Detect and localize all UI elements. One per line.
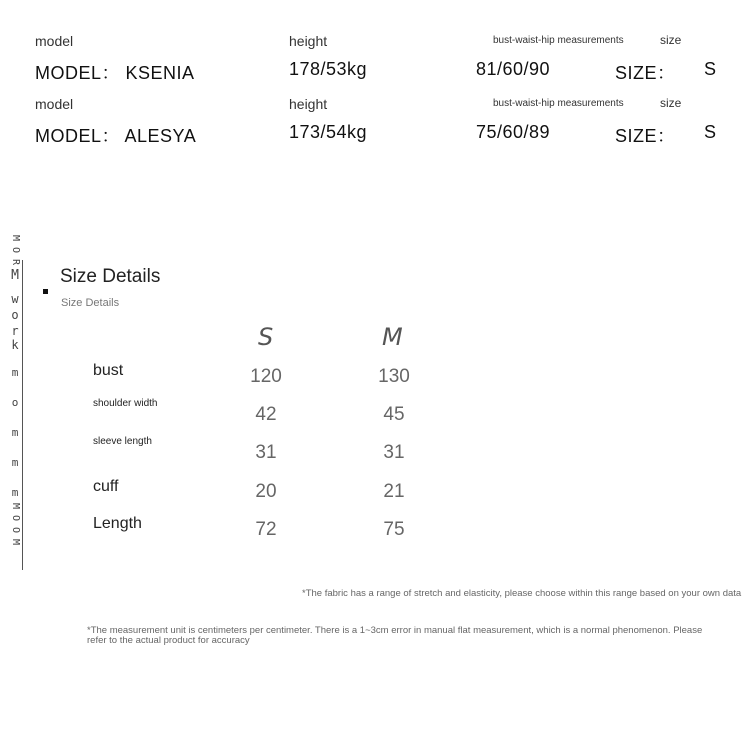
column-header-s: S	[258, 323, 274, 351]
row-label-sleeve-length: sleeve length	[93, 436, 152, 447]
side-char: O	[10, 514, 21, 522]
measurement-note: *The measurement unit is centimeters per centimeter. There is a 1~3cm error in manual flat measurement, which is a normal phenomenon. Please refer to the actual product for accuracy	[87, 625, 703, 646]
side-char: k	[11, 338, 19, 352]
side-char: r	[11, 324, 19, 338]
section-subtitle: Size Details	[61, 297, 120, 309]
side-char: o	[11, 396, 19, 409]
cell-length-m: 75	[383, 519, 405, 540]
side-char: R	[10, 258, 21, 266]
cell-cuff-m: 21	[383, 481, 405, 502]
cell-sleeve-m: 31	[383, 442, 405, 463]
cell-bust-s: 120	[250, 366, 282, 387]
cell-shoulder-s: 42	[255, 404, 277, 425]
fabric-note: *The fabric has a range of stretch and elasticity, please choose within this range based on your own data	[302, 588, 742, 599]
side-char: O	[10, 246, 21, 254]
side-char: m	[11, 456, 19, 469]
model-measurements: 81/60/90	[476, 59, 551, 79]
side-char: m	[11, 486, 19, 499]
side-char: m	[11, 366, 19, 379]
bullet-marker	[43, 289, 48, 294]
model-size-text: SIZE：	[615, 126, 676, 146]
side-char: M	[10, 538, 21, 546]
row-label-shoulder-width: shoulder width	[93, 398, 158, 409]
model-name: MODEL： KSENIA	[35, 63, 195, 83]
side-char: w	[11, 292, 19, 306]
cell-bust-m: 130	[378, 366, 410, 387]
size-label: size	[660, 33, 682, 47]
cell-shoulder-m: 45	[383, 404, 405, 425]
side-char: M	[10, 234, 21, 242]
side-divider-line	[22, 260, 23, 570]
side-vertical-text	[8, 232, 22, 548]
column-header-m: M	[382, 323, 403, 351]
model-label: model	[35, 96, 74, 112]
side-char: o	[11, 308, 19, 322]
model-label: model	[35, 33, 74, 49]
section-title: Size Details	[60, 266, 161, 287]
row-label-bust: bust	[93, 362, 124, 379]
model-name: MODEL： ALESYA	[35, 126, 197, 146]
measurements-label: bust-waist-hip measurements	[493, 35, 624, 46]
model-measurements: 75/60/89	[476, 122, 551, 142]
cell-length-s: 72	[255, 519, 277, 540]
model-height: 173/54kg	[289, 122, 368, 142]
model-size: S	[704, 122, 717, 142]
model-size-text: SIZE：	[615, 63, 676, 83]
side-char: M	[10, 502, 21, 510]
measurements-label: bust-waist-hip measurements	[493, 98, 624, 109]
side-char: O	[10, 526, 21, 534]
row-label-cuff: cuff	[93, 478, 119, 495]
cell-sleeve-s: 31	[255, 442, 277, 463]
side-char: M	[11, 268, 19, 283]
cell-cuff-s: 20	[255, 481, 277, 502]
model-size: S	[704, 59, 717, 79]
size-label: size	[660, 96, 682, 110]
model-height: 178/53kg	[289, 59, 368, 79]
side-char: m	[11, 426, 19, 439]
height-label: height	[289, 96, 328, 112]
height-label: height	[289, 33, 328, 49]
row-label-length: Length	[93, 515, 142, 532]
